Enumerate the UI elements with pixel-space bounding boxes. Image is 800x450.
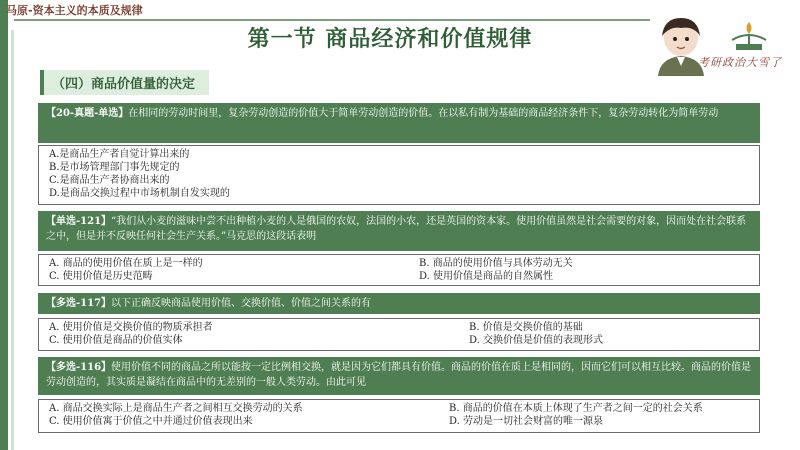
page-title: 第一节 商品经济和价值规律 xyxy=(247,27,533,52)
left-accent-stripe-light xyxy=(11,30,14,450)
option-b: B. 价值是交换价值的基础 xyxy=(469,322,583,333)
leaf-emblem-icon xyxy=(722,18,776,52)
question-tag: 【多选-117】 xyxy=(46,298,112,309)
question-text: 使用价值不同的商品之所以能按一定比例相交换，就是因为它们都具有价值。商品的价值在质上是相同的，因而它们可以相互比较。商品的价值是劳动创造的，其实质是凝结在商品中的无差别的一般人类劳动。由此可见 xyxy=(46,362,752,388)
header-divider xyxy=(14,19,650,21)
question-1-options xyxy=(38,145,760,205)
logo-text: 考研政治大雪了 xyxy=(698,56,782,69)
option-c: C.是商品生产者协商出来的 xyxy=(49,175,170,186)
option-a: A. 商品的使用价值在质上是一样的 xyxy=(49,258,203,269)
question-text: 以下正确反映商品使用价值、交换价值、价值之间关系的有 xyxy=(111,298,372,309)
option-a: A. 使用价值是交换价值的物质承担者 xyxy=(49,322,213,333)
question-4-options xyxy=(38,399,760,433)
option-b: B.是市场管理部门事先规定的 xyxy=(49,162,180,173)
question-2-options xyxy=(38,254,760,286)
question-4-stem xyxy=(38,357,760,395)
question-3-options xyxy=(38,318,760,351)
option-d: D.是商品交换过程中市场机制自发实现的 xyxy=(49,188,230,199)
option-c: C. 使用价值是历史范畴 xyxy=(49,271,153,282)
question-2-stem xyxy=(38,211,760,251)
option-d: D. 劳动是一切社会财富的唯一源泉 xyxy=(449,416,604,427)
option-b: B. 商品的使用价值与具体劳动无关 xyxy=(419,258,573,269)
option-d: D. 交换价值是价值的表现形式 xyxy=(469,335,604,346)
option-a: A.是商品生产者自觉计算出来的 xyxy=(49,149,190,160)
option-a: A. 商品交换实际上是商品生产者之间相互交换劳动的关系 xyxy=(49,403,303,414)
question-tag: 【20-真题-单选】 xyxy=(46,108,129,119)
question-1-stem xyxy=(38,103,760,143)
course-title: 马原-资本主义的本质及规律 xyxy=(6,4,143,17)
question-text: “我们从小麦的滋味中尝不出种植小麦的人是俄国的农奴，法国的小农，还是英国的资本家。使用价值虽然是社会需要的对象，因而处在社会联系之中，但是并不反映任何社会生产关系。”马克思的这段话表明 xyxy=(46,216,747,242)
question-tag: 【单选-121】 xyxy=(46,216,112,227)
question-3-stem xyxy=(38,293,760,314)
question-tag: 【多选-116】 xyxy=(46,362,112,373)
option-b: B. 商品的价值在本质上体现了生产者之间一定的社会关系 xyxy=(449,403,703,414)
section-heading: （四）商品价值量的决定 xyxy=(40,70,209,95)
question-text: 在相同的劳动时间里，复杂劳动创造的价值大于简单劳动创造的价值。在以私有制为基础的商品经济条件下，复杂劳动转化为简单劳动 xyxy=(128,108,719,119)
left-accent-stripe xyxy=(0,0,8,450)
option-c: C. 使用价值是商品的价值实体 xyxy=(49,335,183,346)
option-c: C. 使用价值寓于价值之中并通过价值表现出来 xyxy=(49,416,253,427)
option-d: D. 使用价值是商品的自然属性 xyxy=(419,271,554,282)
